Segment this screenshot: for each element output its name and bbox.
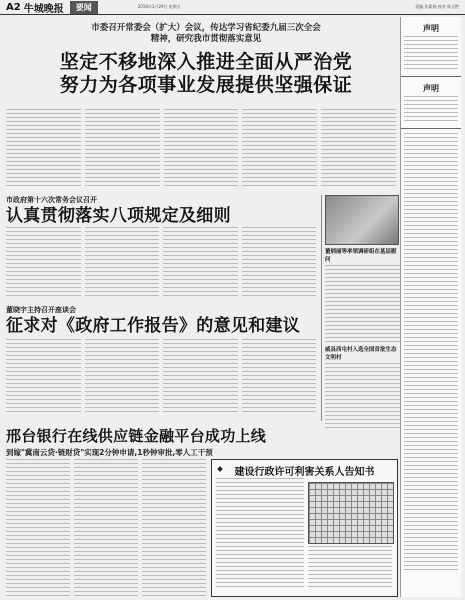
body-text-column xyxy=(321,109,396,189)
notice-sidebar xyxy=(400,17,461,597)
lead-story-body xyxy=(6,109,396,189)
masthead-bar xyxy=(0,0,465,15)
body-text-column xyxy=(163,339,238,415)
story4-headline: 邢台银行在线供应链金融平台成功上线 xyxy=(6,427,267,445)
main-column xyxy=(6,17,396,597)
notice-box-title: 建设行政许可利害关系人告知书 xyxy=(234,467,375,478)
notice-title-2: 声明 xyxy=(423,84,439,93)
body-text-column xyxy=(6,227,81,299)
story2-kicker: 市政府第十六次常务会议召开 xyxy=(6,196,97,204)
notice-block-2 xyxy=(401,77,461,129)
story2-headline: 认真贯彻落实八项规定及细则 xyxy=(6,206,231,226)
page-number: A2 xyxy=(6,1,21,13)
lead-headline-2: 努力为各项事业发展提供坚强保证 xyxy=(59,74,353,96)
body-text-column xyxy=(6,459,70,597)
body-text-column xyxy=(85,227,160,299)
story2-body xyxy=(6,227,316,299)
notice-block-1 xyxy=(401,17,461,77)
body-text-column xyxy=(216,478,304,590)
lead-kicker-1: 市委召开常委会（扩大）会议，传达学习省纪委九届三次全会 xyxy=(91,23,321,33)
body-text-column xyxy=(6,109,81,189)
section-label: 要闻 xyxy=(70,1,98,14)
story3-headline: 征求对《政府工作报告》的意见和建议 xyxy=(6,316,301,336)
story3-kicker: 董晓宇主持召开座谈会 xyxy=(6,306,76,314)
photo-caption: 董炳丽等率领调研组在基层慰问 xyxy=(325,249,397,263)
sidebar-story-title: 威县西屯村入选全国首批生态文明村 xyxy=(325,347,397,361)
body-text-column xyxy=(242,227,317,299)
body-text-column xyxy=(6,339,81,415)
body-text-column xyxy=(404,96,458,124)
story3-header xyxy=(6,305,316,337)
body-text-column xyxy=(74,459,138,597)
story3-body xyxy=(6,339,316,415)
lead-kicker-2: 精神，研究我市贯彻落实意见 xyxy=(150,34,262,44)
site-plan-drawing xyxy=(308,482,394,544)
inner-right-column xyxy=(321,195,400,421)
body-text-column xyxy=(325,363,400,431)
body-text-column xyxy=(325,265,400,343)
body-text-column xyxy=(85,109,160,189)
body-text-column xyxy=(85,339,160,415)
story4-subhead: 到嫁"冀南云贷·链财贷"实现2分钟申请,1秒钟审批,零人工干预 xyxy=(6,448,213,457)
public-notice-box xyxy=(211,459,398,597)
notice-title-1: 声明 xyxy=(423,24,439,33)
story4-header xyxy=(6,425,396,458)
body-text-column xyxy=(242,339,317,415)
body-text-column xyxy=(404,36,458,72)
body-text-column xyxy=(163,227,238,299)
body-text-column xyxy=(242,109,317,189)
body-text-column xyxy=(404,133,458,573)
lead-story-header xyxy=(46,23,366,97)
issue-date: 2016年1月29日 星期五 xyxy=(137,4,181,9)
newspaper-logo: 牛城晚报 xyxy=(23,3,64,15)
lead-headline-1: 坚定不移地深入推进全面从严治党 xyxy=(59,51,353,73)
body-text-column xyxy=(308,546,392,590)
news-photo xyxy=(325,195,399,245)
story2-header xyxy=(6,195,326,227)
editor-credits: 责编 张素娟 校对 陈宝艳 xyxy=(415,4,459,9)
story4-body xyxy=(6,459,206,597)
body-text-column xyxy=(164,109,239,189)
body-text-column xyxy=(142,459,206,597)
